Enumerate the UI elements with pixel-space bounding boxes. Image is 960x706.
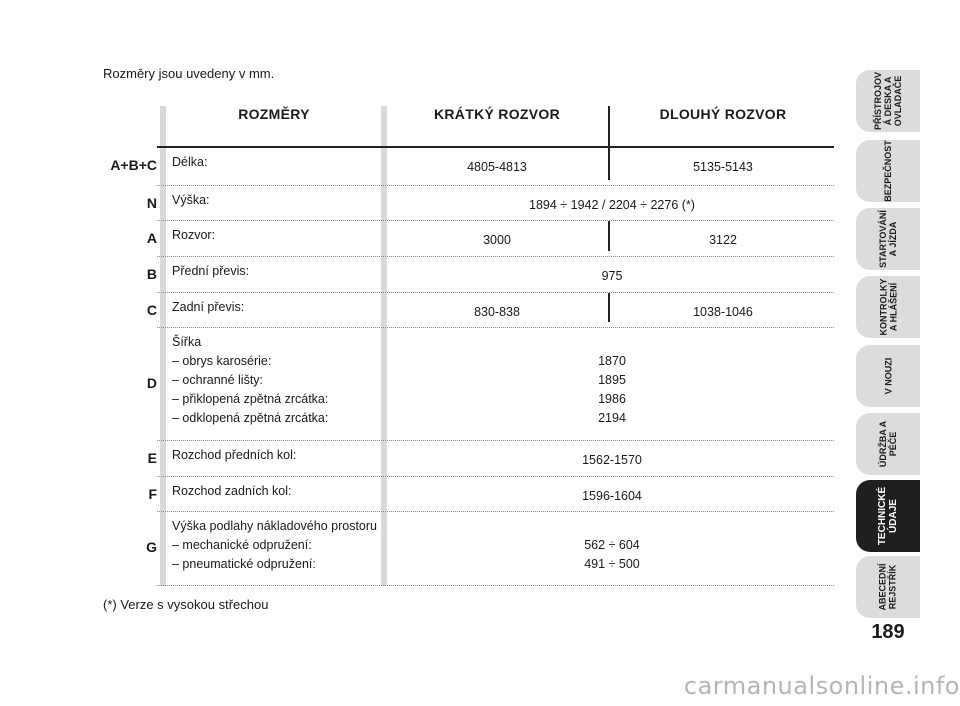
row-value-line: 1895 xyxy=(598,373,626,387)
row-letter: N xyxy=(146,195,157,211)
row-value: 1596-1604 xyxy=(582,489,642,503)
header-divider xyxy=(608,106,610,146)
chapter-tab[interactable] xyxy=(856,345,920,407)
chapter-tab-label: STARTOVÁNÍ A JÍZDA xyxy=(877,210,898,268)
chapter-tab[interactable] xyxy=(856,276,920,338)
row-letter: C xyxy=(146,302,157,318)
row-label: Délka: xyxy=(172,155,208,169)
chapter-tab[interactable] xyxy=(856,413,920,475)
table-row xyxy=(100,328,834,441)
row-value: 1894 ÷ 1942 / 2204 ÷ 2276 (*) xyxy=(529,198,695,212)
row-value-long: 5135-5143 xyxy=(693,160,753,174)
row-value: 975 xyxy=(601,269,623,283)
row-value-short: 3000 xyxy=(483,233,511,247)
table-row xyxy=(100,257,834,293)
table-row xyxy=(100,293,834,328)
table-row xyxy=(100,221,834,257)
row-label: Výška: xyxy=(172,193,210,207)
table-row xyxy=(100,512,834,586)
row-label: Zadní převis: xyxy=(172,300,245,314)
row-value-short: 830-838 xyxy=(474,305,520,319)
row-value-short: 4805-4813 xyxy=(467,160,527,174)
chapter-tab-label: PŘÍSTROJOV Á DESKA A OVLADAČE xyxy=(872,71,903,131)
intro-text: Rozměry jsou uvedeny v mm. xyxy=(103,66,275,81)
row-label-line: – přiklopená zpětná zrcátka: xyxy=(172,392,329,406)
row-separator xyxy=(157,585,834,586)
header-short-wheelbase: KRÁTKÝ ROZVOR xyxy=(433,106,560,122)
page-number: 189 xyxy=(871,621,905,643)
row-value-long: 3122 xyxy=(709,233,737,247)
row-value-line: 562 ÷ 604 xyxy=(584,538,640,552)
row-value-line: 2194 xyxy=(598,411,626,425)
row-letter: E xyxy=(147,450,157,466)
row-letter: G xyxy=(146,539,157,555)
header-long-wheelbase: DLOUHÝ ROZVOR xyxy=(659,106,787,122)
row-value-long: 1038-1046 xyxy=(693,305,753,319)
dimensions-table xyxy=(100,106,834,586)
row-letter: B xyxy=(146,266,157,282)
chapter-tab[interactable] xyxy=(856,556,920,618)
chapter-tab[interactable] xyxy=(856,70,920,132)
chapter-tab-label: ABECEDNÍ REJSTŘÍK xyxy=(877,563,898,611)
chapter-tab-label: KONTROLKY A HLÁŠENÍ xyxy=(878,278,898,336)
row-label-line: – odklopená zpětná zrcátka: xyxy=(172,411,329,425)
table-row xyxy=(100,441,834,477)
row-letter: A+B+C xyxy=(110,157,157,173)
row-label: Přední převis: xyxy=(172,264,250,278)
row-label: Rozchod předních kol: xyxy=(172,448,297,462)
row-value-line: 1986 xyxy=(598,392,626,406)
watermark: carmanualsonline.info xyxy=(683,672,960,700)
row-divider xyxy=(608,148,610,180)
row-label-line: – ochranné lišty: xyxy=(172,373,264,387)
row-label-line: – obrys karosérie: xyxy=(172,354,272,368)
row-label-line: – mechanické odpružení: xyxy=(172,538,312,552)
row-divider xyxy=(608,293,610,322)
row-label: Rozvor: xyxy=(172,228,216,242)
row-label-line: Výška podlahy nákladového prostoru xyxy=(172,519,377,533)
row-label-line: – pneumatické odpružení: xyxy=(172,557,316,571)
row-letter: A xyxy=(146,230,157,246)
row-label: Rozchod zadních kol: xyxy=(172,484,292,498)
table-row xyxy=(100,477,834,512)
row-value-line: 1870 xyxy=(598,354,626,368)
chapter-tab[interactable] xyxy=(856,208,920,270)
chapter-tab-label: ÚDRŽBA A PÉČE xyxy=(877,420,898,468)
chapter-tab[interactable] xyxy=(856,140,920,202)
chapter-tab-label: BEZPEČNOST xyxy=(882,140,893,202)
chapter-tab-label: V NOUZI xyxy=(882,357,893,395)
row-value-line: 491 ÷ 500 xyxy=(584,557,640,571)
table-row xyxy=(100,148,834,186)
row-letter: F xyxy=(148,486,157,502)
chapter-tab[interactable] xyxy=(856,480,920,552)
row-value: 1562-1570 xyxy=(582,453,642,467)
row-label-line: Šířka xyxy=(172,335,202,349)
header-dimensions: ROZMĚRY xyxy=(238,106,310,122)
chapter-tab-label: TECHNICKÉ ÚDAJE xyxy=(877,486,899,546)
row-divider xyxy=(608,221,610,251)
table-row xyxy=(100,186,834,221)
footnote: (*) Verze s vysokou střechou xyxy=(103,597,269,612)
row-letter: D xyxy=(146,375,157,391)
